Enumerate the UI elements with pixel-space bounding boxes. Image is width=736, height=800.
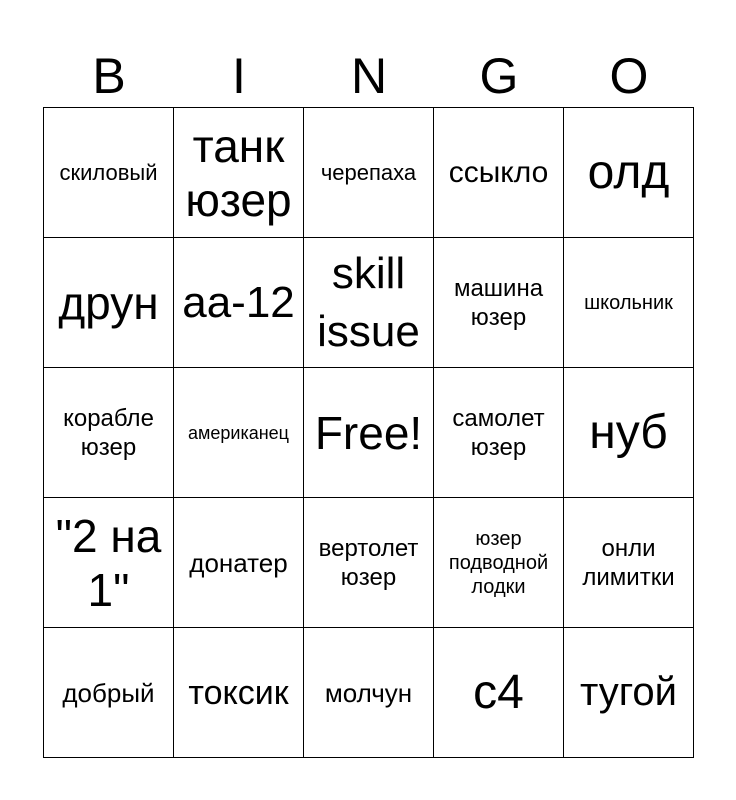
bingo-cell-r3c3[interactable] xyxy=(304,368,434,498)
bingo-cell-r1c1[interactable] xyxy=(44,108,174,238)
bingo-cell-r5c3[interactable] xyxy=(304,628,434,758)
cell-label: "2 на 1" xyxy=(55,509,162,616)
cell-label: американец xyxy=(187,422,289,443)
bingo-cell-r1c4[interactable] xyxy=(434,108,564,238)
header-letter-i: I xyxy=(232,48,246,104)
bingo-cell-r2c3[interactable] xyxy=(304,238,434,368)
cell-label: юзер подводной лодки xyxy=(448,527,549,598)
bingo-cell-r3c5[interactable] xyxy=(564,368,694,498)
cell-label: skill issue xyxy=(317,248,420,356)
bingo-cell-r1c3[interactable] xyxy=(304,108,434,238)
cell-label: танк юзер xyxy=(185,119,292,226)
cell-label: корабле юзер xyxy=(63,404,154,461)
bingo-cell-r4c3[interactable] xyxy=(304,498,434,628)
bingo-cell-r4c5[interactable] xyxy=(564,498,694,628)
header-letter-n: N xyxy=(350,48,388,104)
bingo-cell-r1c5[interactable] xyxy=(564,108,694,238)
bingo-cell-r4c2[interactable] xyxy=(174,498,304,628)
bingo-cell-r5c1[interactable] xyxy=(44,628,174,758)
cell-label: молчун xyxy=(324,677,413,708)
cell-label: вертолет юзер xyxy=(318,534,419,591)
header-letter-b: B xyxy=(92,48,126,104)
bingo-cell-r1c2[interactable] xyxy=(174,108,304,238)
bingo-header xyxy=(44,44,694,108)
cell-label: олд xyxy=(587,145,670,199)
cell-label: самолет юзер xyxy=(452,404,545,461)
cell-label: школьник xyxy=(584,291,673,314)
bingo-cell-r2c2[interactable] xyxy=(174,238,304,368)
cell-label: черепаха xyxy=(320,159,417,185)
cell-label: тугой xyxy=(579,670,678,714)
bingo-cell-r3c4[interactable] xyxy=(434,368,564,498)
cell-label: друн xyxy=(58,276,159,329)
bingo-cell-r2c1[interactable] xyxy=(44,238,174,368)
cell-label: Free! xyxy=(314,406,423,459)
cell-label: ссыкло xyxy=(448,155,549,189)
cell-label: онли лимитки xyxy=(582,534,675,591)
bingo-cell-r3c2[interactable] xyxy=(174,368,304,498)
bingo-cell-r5c4[interactable] xyxy=(434,628,564,758)
cell-label: нуб xyxy=(589,405,668,459)
bingo-grid xyxy=(43,107,694,758)
cell-label: добрый xyxy=(62,677,155,708)
bingo-cell-r4c1[interactable] xyxy=(44,498,174,628)
bingo-cell-r2c4[interactable] xyxy=(434,238,564,368)
bingo-cell-r3c1[interactable] xyxy=(44,368,174,498)
cell-label: аа-12 xyxy=(182,277,295,327)
cell-label: скиловый xyxy=(59,159,158,185)
cell-label: с4 xyxy=(473,665,524,719)
cell-label: донатер xyxy=(189,547,288,578)
bingo-cell-r5c2[interactable] xyxy=(174,628,304,758)
cell-label: токсик xyxy=(188,673,289,712)
header-letter-g: G xyxy=(479,48,519,104)
bingo-cell-r5c5[interactable] xyxy=(564,628,694,758)
bingo-cell-r4c4[interactable] xyxy=(434,498,564,628)
cell-label: машина юзер xyxy=(453,274,544,331)
header-letter-o: O xyxy=(609,48,649,104)
bingo-cell-r2c5[interactable] xyxy=(564,238,694,368)
